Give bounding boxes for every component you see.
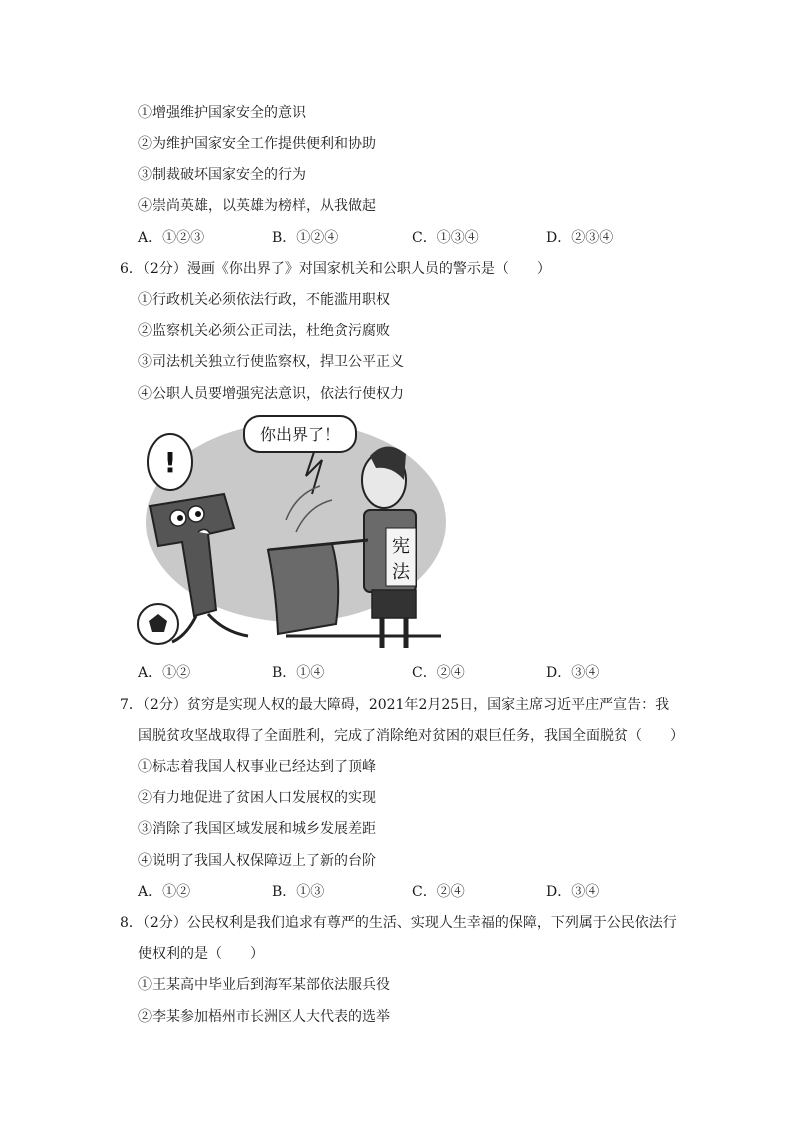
q5-option-a: A．①②③ <box>138 230 205 246</box>
q6-option-b: B．①④ <box>272 665 325 681</box>
q6-statement-1: ①行政机关必须依法行政，不能滥用职权 <box>138 292 390 308</box>
q8-statement-1: ①王某高中毕业后到海军某部依法服兵役 <box>138 977 390 993</box>
q5-statement-2: ②为维护国家安全工作提供便利和协助 <box>138 136 376 152</box>
q6-option-d: D．③④ <box>546 665 600 681</box>
q7-statement-4: ④说明了我国人权保障迈上了新的台阶 <box>138 853 376 869</box>
q5-option-b: B．①②④ <box>272 230 339 246</box>
q7-statement-1: ①标志着我国人权事业已经达到了顶峰 <box>138 759 376 775</box>
q6-option-a: A．①② <box>138 665 191 681</box>
q6-option-c: C．②④ <box>412 665 465 681</box>
q8-stem-line-2: 使权利的是（ ） <box>138 946 264 962</box>
exclaim-mark: ! <box>163 446 177 479</box>
q7-stem-line-2: 国脱贫攻坚战取得了全面胜利，完成了消除绝对贫困的艰巨任务，我国全面脱贫（ ） <box>138 728 684 744</box>
q6-stem: 6．（2分）漫画《你出界了》对国家机关和公职人员的警示是（ ） <box>120 261 551 277</box>
q8-stem-line-1: 8．（2分）公民权利是我们追求有尊严的生活、实现人生幸福的保障，下列属于公民依法行 <box>120 915 677 931</box>
badge-char-2: 法 <box>392 562 410 583</box>
q7-stem-line-1: 7．（2分）贫穷是实现人权的最大障碍，2021年2月25日，国家主席习近平庄严宣告：我 <box>120 697 670 713</box>
q5-statement-3: ③制裁破坏国家安全的行为 <box>138 167 306 183</box>
q5-option-d: D．②③④ <box>546 230 614 246</box>
q6-statement-2: ②监察机关必须公正司法，杜绝贪污腐败 <box>138 323 390 339</box>
q8-statement-2: ②李某参加梧州市长洲区人大代表的选举 <box>138 1009 390 1025</box>
q7-option-c: C．②④ <box>412 884 465 900</box>
speech-text: 你出界了！ <box>259 425 341 444</box>
character-legs <box>172 614 248 642</box>
q6-statement-4: ④公职人员要增强宪法意识，依法行使权力 <box>138 386 404 402</box>
q5-statement-4: ④崇尚英雄，以英雄为榜样，从我做起 <box>138 198 376 214</box>
q7-statement-2: ②有力地促进了贫困人口发展权的实现 <box>138 790 376 806</box>
q7-statement-3: ③消除了我国区域发展和城乡发展差距 <box>138 821 376 837</box>
q7-option-b: B．①③ <box>272 884 325 900</box>
q5-option-c: C．①③④ <box>412 230 479 246</box>
q5-statement-1: ①增强维护国家安全的意识 <box>138 105 306 121</box>
q7-option-d: D．③④ <box>546 884 600 900</box>
q6-statement-3: ③司法机关独立行使监察权，捍卫公平正义 <box>138 354 404 370</box>
cartoon-you-are-out-of-bounds <box>136 410 446 656</box>
flag-cloth <box>268 544 338 634</box>
badge-char-1: 宪 <box>392 536 410 557</box>
q7-option-a: A．①② <box>138 884 191 900</box>
referee-shorts <box>372 590 416 618</box>
